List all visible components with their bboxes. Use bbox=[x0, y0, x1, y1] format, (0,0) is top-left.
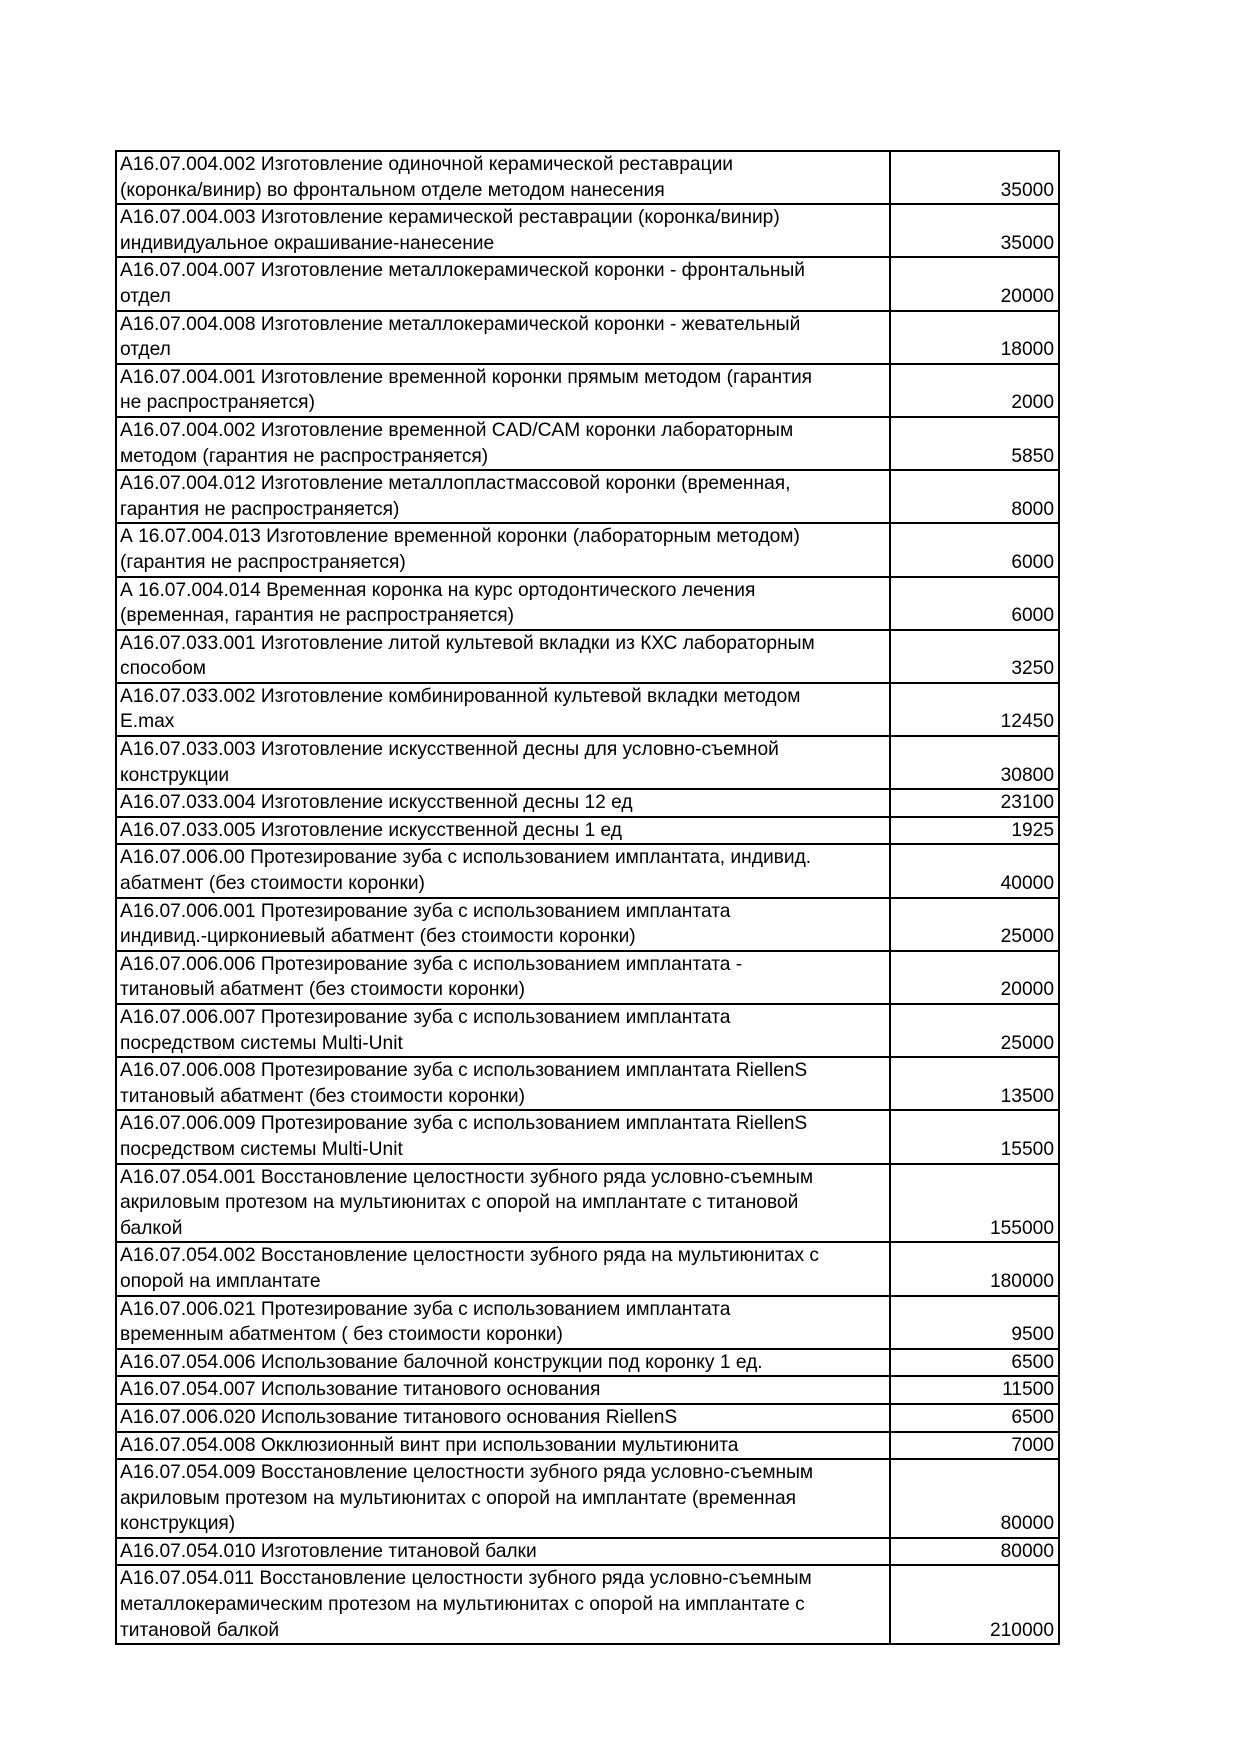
table-row bbox=[116, 151, 1059, 204]
service-description: А16.07.054.002 Восстановление целостности зубного ряда на мультиюнитах с опорой на имплантате bbox=[116, 1242, 890, 1295]
table-row bbox=[116, 1349, 1059, 1377]
service-price: 30800 bbox=[890, 736, 1059, 789]
service-price: 9500 bbox=[890, 1296, 1059, 1349]
service-description: А16.07.004.008 Изготовление металлокерамической коронки - жевательный отдел bbox=[116, 311, 890, 364]
service-price: 35000 bbox=[890, 151, 1059, 204]
service-price: 80000 bbox=[890, 1538, 1059, 1566]
service-price: 12450 bbox=[890, 683, 1059, 736]
service-price: 210000 bbox=[890, 1565, 1059, 1644]
table-row bbox=[116, 630, 1059, 683]
service-price: 5850 bbox=[890, 417, 1059, 470]
table-row bbox=[116, 683, 1059, 736]
table-row bbox=[116, 789, 1059, 817]
service-price: 15500 bbox=[890, 1110, 1059, 1163]
service-description: А16.07.033.001 Изготовление литой культевой вкладки из КХС лабораторным способом bbox=[116, 630, 890, 683]
service-description: А16.07.033.005 Изготовление искусственной десны 1 ед bbox=[116, 817, 890, 845]
table-row bbox=[116, 1565, 1059, 1644]
service-price: 20000 bbox=[890, 951, 1059, 1004]
price-list-body bbox=[116, 151, 1059, 1644]
service-price: 18000 bbox=[890, 311, 1059, 364]
service-price: 1925 bbox=[890, 817, 1059, 845]
service-price: 8000 bbox=[890, 470, 1059, 523]
table-row bbox=[116, 1538, 1059, 1566]
service-price: 155000 bbox=[890, 1164, 1059, 1243]
service-description: А16.07.006.006 Протезирование зуба с использованием имплантата - титановый абатмент (без стоимости коронки) bbox=[116, 951, 890, 1004]
service-price: 25000 bbox=[890, 1004, 1059, 1057]
service-price: 6000 bbox=[890, 577, 1059, 630]
service-description: А16.07.004.003 Изготовление керамической реставрации (коронка/винир) индивидуальное окрашивание-нанесение bbox=[116, 204, 890, 257]
table-row bbox=[116, 951, 1059, 1004]
service-price: 3250 bbox=[890, 630, 1059, 683]
service-description: А16.07.033.003 Изготовление искусственной десны для условно-съемной конструкции bbox=[116, 736, 890, 789]
table-row bbox=[116, 523, 1059, 576]
service-price: 20000 bbox=[890, 257, 1059, 310]
table-row bbox=[116, 257, 1059, 310]
service-description: А16.07.054.001 Восстановление целостности зубного ряда условно-съемным акриловым протезом на мультиюнитах с опорой на имплантате с титановой балкой bbox=[116, 1164, 890, 1243]
service-description: А16.07.054.008 Окклюзионный винт при использовании мультиюнита bbox=[116, 1432, 890, 1460]
table-row bbox=[116, 204, 1059, 257]
table-row bbox=[116, 844, 1059, 897]
price-list-table bbox=[115, 150, 1060, 1645]
service-description: А16.07.006.021 Протезирование зуба с использованием имплантата временным абатментом ( без стоимости коронки) bbox=[116, 1296, 890, 1349]
table-row bbox=[116, 1459, 1059, 1538]
service-price: 6500 bbox=[890, 1404, 1059, 1432]
service-description: А16.07.054.007 Использование титанового основания bbox=[116, 1376, 890, 1404]
service-price: 35000 bbox=[890, 204, 1059, 257]
service-price: 6500 bbox=[890, 1349, 1059, 1377]
service-description: А16.07.004.002 Изготовление временной CAD/CAM коронки лабораторным методом (гарантия не распространяется) bbox=[116, 417, 890, 470]
service-description: А16.07.033.002 Изготовление комбинированной культевой вкладки методом E.max bbox=[116, 683, 890, 736]
table-row bbox=[116, 470, 1059, 523]
service-description: А16.07.004.007 Изготовление металлокерамической коронки - фронтальный отдел bbox=[116, 257, 890, 310]
table-row bbox=[116, 577, 1059, 630]
table-row bbox=[116, 1296, 1059, 1349]
table-row bbox=[116, 1164, 1059, 1243]
service-description: А16.07.006.007 Протезирование зуба с использованием имплантата посредством системы Multi-Unit bbox=[116, 1004, 890, 1057]
service-description: А16.07.006.009 Протезирование зуба с использованием имплантата RiellenS посредством системы Multi-Unit bbox=[116, 1110, 890, 1163]
table-row bbox=[116, 1376, 1059, 1404]
table-row bbox=[116, 1404, 1059, 1432]
service-description: А 16.07.004.013 Изготовление временной коронки (лабораторным методом) (гарантия не распространяется) bbox=[116, 523, 890, 576]
service-description: А16.07.006.008 Протезирование зуба с использованием имплантата RiellenS титановый абатмент (без стоимости коронки) bbox=[116, 1057, 890, 1110]
service-description: А16.07.006.020 Использование титанового основания RiellenS bbox=[116, 1404, 890, 1432]
table-row bbox=[116, 736, 1059, 789]
table-row bbox=[116, 1242, 1059, 1295]
table-row bbox=[116, 364, 1059, 417]
service-price: 40000 bbox=[890, 844, 1059, 897]
service-description: А16.07.054.011 Восстановление целостности зубного ряда условно-съемным металлокерамическим протезом на мультиюнитах с опорой на имплантате с титановой балкой bbox=[116, 1565, 890, 1644]
service-price: 13500 bbox=[890, 1057, 1059, 1110]
service-price: 2000 bbox=[890, 364, 1059, 417]
service-price: 11500 bbox=[890, 1376, 1059, 1404]
table-row bbox=[116, 1004, 1059, 1057]
table-row bbox=[116, 311, 1059, 364]
service-description: А16.07.004.001 Изготовление временной коронки прямым методом (гарантия не распространяется) bbox=[116, 364, 890, 417]
service-price: 180000 bbox=[890, 1242, 1059, 1295]
service-description: А16.07.004.012 Изготовление металлопластмассовой коронки (временная, гарантия не распространяется) bbox=[116, 470, 890, 523]
service-description: А16.07.006.00 Протезирование зуба с использованием имплантата, индивид. абатмент (без стоимости коронки) bbox=[116, 844, 890, 897]
table-row bbox=[116, 417, 1059, 470]
service-description: А16.07.054.006 Использование балочной конструкции под коронку 1 ед. bbox=[116, 1349, 890, 1377]
service-price: 25000 bbox=[890, 898, 1059, 951]
service-description: А 16.07.004.014 Временная коронка на курс ортодонтического лечения (временная, гарантия не распространяется) bbox=[116, 577, 890, 630]
service-price: 6000 bbox=[890, 523, 1059, 576]
table-row bbox=[116, 1057, 1059, 1110]
service-price: 23100 bbox=[890, 789, 1059, 817]
service-description: А16.07.004.002 Изготовление одиночной керамической реставрации (коронка/винир) во фронтальном отделе методом нанесения bbox=[116, 151, 890, 204]
table-row bbox=[116, 1432, 1059, 1460]
service-price: 7000 bbox=[890, 1432, 1059, 1460]
table-row bbox=[116, 898, 1059, 951]
table-row bbox=[116, 1110, 1059, 1163]
service-description: А16.07.054.010 Изготовление титановой балки bbox=[116, 1538, 890, 1566]
service-price: 80000 bbox=[890, 1459, 1059, 1538]
service-description: А16.07.006.001 Протезирование зуба с использованием имплантата индивид.-циркониевый абатмент (без стоимости коронки) bbox=[116, 898, 890, 951]
table-row bbox=[116, 817, 1059, 845]
service-description: А16.07.033.004 Изготовление искусственной десны 12 ед bbox=[116, 789, 890, 817]
service-description: А16.07.054.009 Восстановление целостности зубного ряда условно-съемным акриловым протезом на мультиюнитах с опорой на имплантате (временная конструкция) bbox=[116, 1459, 890, 1538]
